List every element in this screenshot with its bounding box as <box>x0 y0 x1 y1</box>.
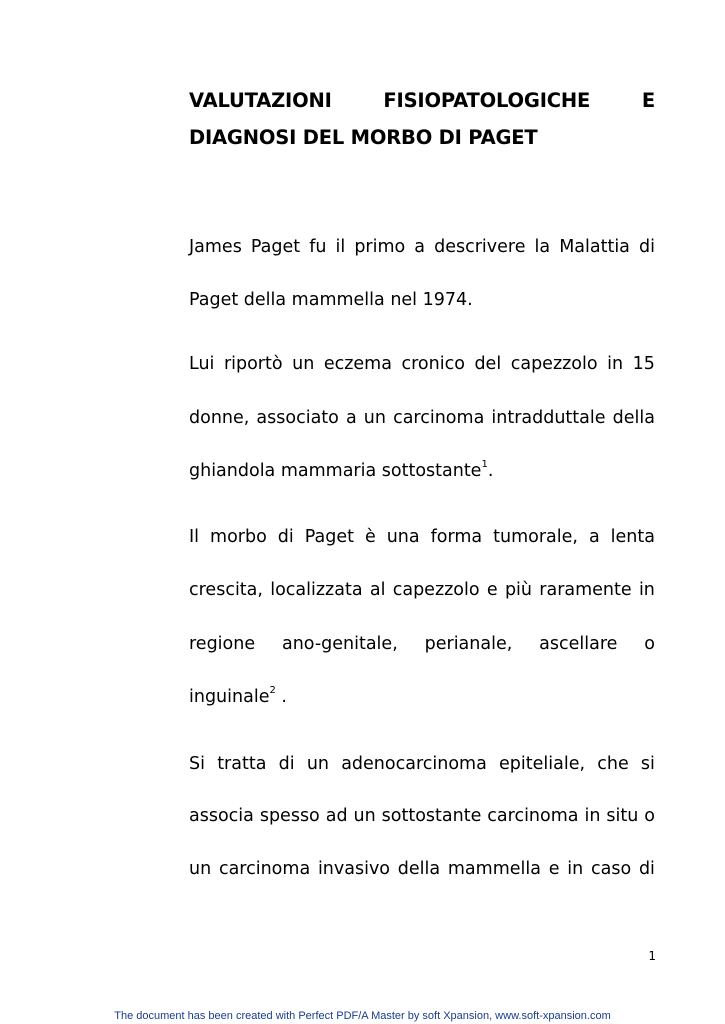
word: donne, <box>189 408 250 428</box>
paragraph-1-line-1 <box>189 237 655 257</box>
word: in <box>607 354 624 374</box>
paragraph-1-line-2: Paget della mammella nel 1974. <box>189 290 473 310</box>
word: ad <box>325 806 348 826</box>
word: di <box>638 237 655 257</box>
word: Si <box>189 754 205 774</box>
paragraph-2-line-2 <box>189 408 655 428</box>
word: intradduttale <box>491 408 606 428</box>
word: forma <box>430 527 483 547</box>
word: si <box>640 754 655 774</box>
word: FISIOPATOLOGICHE <box>383 89 591 112</box>
word: tratta <box>217 754 267 774</box>
paragraph-4-line-1 <box>189 754 655 774</box>
word: E <box>641 89 655 112</box>
word: di <box>278 754 295 774</box>
word: raramente <box>539 580 632 600</box>
word: cronico <box>401 354 465 374</box>
word: al <box>369 580 386 600</box>
word: in <box>567 859 584 879</box>
word: del <box>474 354 502 374</box>
word: a <box>588 527 600 547</box>
paragraph-3-line-2 <box>189 580 655 600</box>
word: un <box>306 754 329 774</box>
word: un <box>353 806 376 826</box>
word: localizzata <box>270 580 363 600</box>
word: un <box>363 408 386 428</box>
word: adenocarcinoma <box>341 754 487 774</box>
paragraph-3-line-1 <box>189 527 655 547</box>
footnote-ref-2: 2 <box>269 685 276 696</box>
word: in <box>584 806 601 826</box>
paragraph-3-line-3 <box>189 634 655 654</box>
word: o <box>644 634 655 654</box>
paragraph-3-line-4 <box>189 687 655 707</box>
word: il <box>335 237 346 257</box>
word: a <box>414 237 426 257</box>
word: sottostante <box>381 806 482 826</box>
word: più <box>504 580 532 600</box>
word: primo <box>354 237 406 257</box>
word: Malattia <box>559 237 630 257</box>
word: Il <box>189 527 200 547</box>
paragraph-2-line-1 <box>189 354 655 374</box>
word: perianale, <box>424 634 513 654</box>
word: carcinoma <box>487 806 579 826</box>
word: a <box>345 408 357 428</box>
word: e <box>486 580 498 600</box>
word: epiteliale, <box>499 754 586 774</box>
word: regione <box>189 634 256 654</box>
paragraph-4-line-2 <box>189 806 655 826</box>
word: 15 <box>632 354 655 374</box>
word: James <box>189 237 242 257</box>
word: Lui <box>189 354 215 374</box>
word: capezzolo <box>392 580 480 600</box>
word: tumorale, <box>493 527 578 547</box>
word: caso <box>591 859 632 879</box>
word: carcinoma <box>393 408 485 428</box>
word: della <box>612 408 655 428</box>
paragraph-4-line-3 <box>189 859 655 879</box>
word: ascellare <box>539 634 618 654</box>
title-line-1 <box>189 89 655 112</box>
word: associato <box>256 408 339 428</box>
word: eczema <box>323 354 392 374</box>
footer-credit: The document has been created with Perfect PDF/A Master by soft Xpansion, www.soft-xpansion.com <box>114 1010 611 1022</box>
word: è <box>364 527 376 547</box>
page-number: 1 <box>648 949 656 963</box>
word: mammella <box>447 859 541 879</box>
word: Paget <box>304 527 354 547</box>
word: in <box>638 580 655 600</box>
word: morbo <box>210 527 267 547</box>
word: capezzolo <box>510 354 598 374</box>
word: o <box>644 806 655 826</box>
word: VALUTAZIONI <box>189 89 332 112</box>
word: Paget <box>250 237 301 257</box>
word: della <box>397 859 441 879</box>
paragraph-2-line-3-text: ghiandola mammaria sottostante <box>189 461 482 481</box>
word: associa <box>189 806 254 826</box>
word: una <box>386 527 420 547</box>
title-line-2: DIAGNOSI DEL MORBO DI PAGET <box>189 126 538 149</box>
paragraph-2-line-3-end: . <box>487 461 494 481</box>
word: la <box>534 237 551 257</box>
paragraph-3-line-4-end: . <box>275 687 287 707</box>
word: un <box>292 354 315 374</box>
word: di <box>638 859 655 879</box>
word: situ <box>606 806 639 826</box>
word: descrivere <box>434 237 526 257</box>
word: e <box>548 859 560 879</box>
word: spesso <box>259 806 320 826</box>
word: fu <box>309 237 327 257</box>
word: crescita, <box>189 580 263 600</box>
word: invasivo <box>317 859 391 879</box>
paragraph-3-line-4-text: inguinale <box>189 687 270 707</box>
word: un <box>189 859 212 879</box>
word: lenta <box>610 527 655 547</box>
word: che <box>597 754 629 774</box>
word: carcinoma <box>218 859 311 879</box>
word: riportò <box>223 354 283 374</box>
footnote-ref-1: 1 <box>481 459 488 470</box>
word: di <box>277 527 294 547</box>
paragraph-2-line-3 <box>189 461 655 481</box>
word: ano-genitale, <box>281 634 398 654</box>
